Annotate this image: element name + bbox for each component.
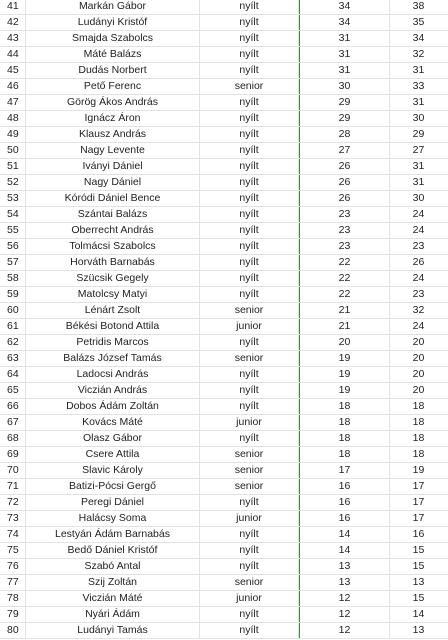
- category-cell[interactable]: nyílt: [200, 0, 299, 14]
- category-cell[interactable]: nyílt: [200, 383, 299, 398]
- score2-cell[interactable]: 23: [412, 240, 425, 252]
- score1-cell[interactable]: 28: [299, 127, 390, 142]
- table-row: [0, 479, 448, 495]
- name-cell[interactable]: Klausz András: [26, 127, 200, 142]
- category-cell[interactable]: nyílt: [200, 159, 299, 174]
- score2-cell[interactable]: 35: [412, 16, 425, 28]
- score2-cell[interactable]: 18: [412, 432, 425, 444]
- category-cell[interactable]: nyílt: [200, 255, 299, 270]
- score2-cell[interactable]: 15: [412, 560, 425, 572]
- score2-cell[interactable]: 18: [412, 416, 425, 428]
- rank-cell[interactable]: 79: [0, 607, 26, 622]
- table-row: [0, 623, 448, 639]
- table-row: [0, 143, 448, 159]
- rank-cell[interactable]: 43: [0, 31, 26, 46]
- rank-cell[interactable]: 73: [0, 511, 26, 526]
- category-cell[interactable]: nyílt: [200, 191, 299, 206]
- score1-cell[interactable]: 31: [299, 31, 390, 46]
- name-cell[interactable]: Kóródi Dániel Bence: [26, 191, 200, 206]
- category-cell[interactable]: nyílt: [200, 143, 299, 158]
- name-cell[interactable]: Bedő Dániel Kristóf: [26, 543, 200, 558]
- name-cell[interactable]: Ludányi Tamás: [26, 623, 200, 638]
- rank-cell[interactable]: 52: [0, 175, 26, 190]
- rank-cell[interactable]: 53: [0, 191, 26, 206]
- rank-cell[interactable]: 70: [0, 463, 26, 478]
- name-cell[interactable]: Balázs József Tamás: [26, 351, 200, 366]
- rank-cell[interactable]: 59: [0, 287, 26, 302]
- score2-cell[interactable]: 13: [412, 576, 425, 588]
- score2-cell[interactable]: 24: [412, 224, 425, 236]
- score1-cell[interactable]: 22: [299, 255, 390, 270]
- score2-cell[interactable]: 14: [412, 608, 425, 620]
- name-cell[interactable]: Dobos Ádám Zoltán: [26, 399, 200, 414]
- name-cell[interactable]: Viczián András: [26, 383, 200, 398]
- category-cell[interactable]: nyílt: [200, 367, 299, 382]
- table-row: [0, 383, 448, 399]
- name-cell[interactable]: Smajda Szabolcs: [26, 31, 200, 46]
- rank-cell[interactable]: 71: [0, 479, 26, 494]
- table-row: [0, 527, 448, 543]
- table-row: [0, 495, 448, 511]
- score2-cell[interactable]: 17: [412, 496, 425, 508]
- score2-cell[interactable]: 24: [412, 272, 425, 284]
- score2-cell[interactable]: 30: [412, 112, 425, 124]
- name-cell[interactable]: Slavic Károly: [26, 463, 200, 478]
- table-row: [0, 447, 448, 463]
- category-cell[interactable]: junior: [200, 511, 299, 526]
- table-row: [0, 431, 448, 447]
- rank-cell[interactable]: 45: [0, 63, 26, 78]
- score1-cell[interactable]: 16: [299, 479, 390, 494]
- rank-cell[interactable]: 42: [0, 15, 26, 30]
- rank-cell[interactable]: 76: [0, 559, 26, 574]
- category-cell[interactable]: senior: [200, 575, 299, 590]
- rank-cell[interactable]: 62: [0, 335, 26, 350]
- score1-cell[interactable]: 22: [299, 287, 390, 302]
- score2-cell[interactable]: 29: [412, 128, 425, 140]
- score1-cell[interactable]: 14: [299, 543, 390, 558]
- category-cell[interactable]: junior: [200, 591, 299, 606]
- score2-cell[interactable]: 23: [412, 288, 425, 300]
- table-row: [0, 367, 448, 383]
- score2-cell[interactable]: 20: [412, 368, 425, 380]
- name-cell[interactable]: Iványi Dániel: [26, 159, 200, 174]
- category-cell[interactable]: nyílt: [200, 31, 299, 46]
- name-cell[interactable]: Batizi-Pócsi Gergő: [26, 479, 200, 494]
- category-cell[interactable]: nyílt: [200, 271, 299, 286]
- score1-cell[interactable]: 34: [299, 0, 390, 14]
- category-cell[interactable]: nyílt: [200, 175, 299, 190]
- name-cell[interactable]: Halácsy Soma: [26, 511, 200, 526]
- category-cell[interactable]: nyílt: [200, 127, 299, 142]
- score1-cell[interactable]: 29: [299, 111, 390, 126]
- score1-cell[interactable]: 26: [299, 191, 390, 206]
- score1-cell[interactable]: 19: [299, 367, 390, 382]
- name-cell[interactable]: Nagy Levente: [26, 143, 200, 158]
- category-cell[interactable]: nyílt: [200, 399, 299, 414]
- table-row: [0, 303, 448, 319]
- rank-cell[interactable]: 51: [0, 159, 26, 174]
- table-row: [0, 0, 448, 15]
- name-cell[interactable]: Markán Gábor: [26, 0, 200, 14]
- score1-cell[interactable]: 23: [299, 223, 390, 238]
- rank-cell[interactable]: 55: [0, 223, 26, 238]
- table-row: [0, 223, 448, 239]
- rank-cell[interactable]: 54: [0, 207, 26, 222]
- name-cell[interactable]: Tolmácsi Szabolcs: [26, 239, 200, 254]
- table-row: [0, 559, 448, 575]
- table-row: [0, 319, 448, 335]
- table-row: [0, 607, 448, 623]
- score1-cell[interactable]: 22: [299, 271, 390, 286]
- score1-cell[interactable]: 17: [299, 463, 390, 478]
- category-cell[interactable]: nyílt: [200, 63, 299, 78]
- name-cell[interactable]: Szántai Balázs: [26, 207, 200, 222]
- table-row: [0, 463, 448, 479]
- name-cell[interactable]: Oberrecht András: [26, 223, 200, 238]
- score2-cell[interactable]: 18: [412, 448, 425, 460]
- table-row: [0, 351, 448, 367]
- table-row: [0, 207, 448, 223]
- score1-cell[interactable]: 20: [299, 335, 390, 350]
- score1-cell[interactable]: 30: [299, 79, 390, 94]
- score1-cell[interactable]: 31: [299, 47, 390, 62]
- score1-cell[interactable]: 23: [299, 207, 390, 222]
- category-cell[interactable]: nyílt: [200, 95, 299, 110]
- score2-cell[interactable]: 18: [412, 400, 425, 412]
- category-cell[interactable]: nyílt: [200, 47, 299, 62]
- score2-cell[interactable]: 17: [412, 480, 425, 492]
- name-cell[interactable]: Nagy Dániel: [26, 175, 200, 190]
- score1-cell[interactable]: 18: [299, 415, 390, 430]
- rank-cell[interactable]: 78: [0, 591, 26, 606]
- category-cell[interactable]: senior: [200, 447, 299, 462]
- name-cell[interactable]: Ladocsi András: [26, 367, 200, 382]
- rank-cell[interactable]: 57: [0, 255, 26, 270]
- score2-cell[interactable]: 13: [412, 624, 425, 636]
- name-cell[interactable]: Ignácz Áron: [26, 111, 200, 126]
- rank-cell[interactable]: 72: [0, 495, 26, 510]
- rank-cell[interactable]: 60: [0, 303, 26, 318]
- table-row: [0, 239, 448, 255]
- name-cell[interactable]: Szücsik Gegely: [26, 271, 200, 286]
- category-cell[interactable]: nyílt: [200, 623, 299, 638]
- category-cell[interactable]: nyílt: [200, 15, 299, 30]
- name-cell[interactable]: Szij Zoltán: [26, 575, 200, 590]
- score1-cell[interactable]: 21: [299, 319, 390, 334]
- rank-cell[interactable]: 48: [0, 111, 26, 126]
- name-cell[interactable]: Petridis Marcos: [26, 335, 200, 350]
- score1-cell[interactable]: 16: [299, 511, 390, 526]
- score2-cell[interactable]: 34: [412, 32, 425, 44]
- name-cell[interactable]: Horváth Barnabás: [26, 255, 200, 270]
- rank-cell[interactable]: 61: [0, 319, 26, 334]
- table-row: [0, 399, 448, 415]
- category-cell[interactable]: nyílt: [200, 527, 299, 542]
- score1-cell[interactable]: 29: [299, 95, 390, 110]
- rank-cell[interactable]: 46: [0, 79, 26, 94]
- category-cell[interactable]: nyílt: [200, 111, 299, 126]
- rank-cell[interactable]: 49: [0, 127, 26, 142]
- score1-cell[interactable]: 14: [299, 527, 390, 542]
- score2-cell[interactable]: 26: [412, 256, 425, 268]
- table-row: [0, 191, 448, 207]
- name-cell[interactable]: Kovács Máté: [26, 415, 200, 430]
- rank-cell[interactable]: 41: [0, 0, 26, 14]
- score1-cell[interactable]: 27: [299, 143, 390, 158]
- score2-cell[interactable]: 24: [412, 320, 425, 332]
- rank-cell[interactable]: 68: [0, 431, 26, 446]
- table-row: [0, 271, 448, 287]
- table-row: [0, 159, 448, 175]
- score2-cell[interactable]: 16: [412, 528, 425, 540]
- table-row: [0, 15, 448, 31]
- rank-cell[interactable]: 44: [0, 47, 26, 62]
- category-cell[interactable]: junior: [200, 415, 299, 430]
- category-cell[interactable]: senior: [200, 303, 299, 318]
- rank-cell[interactable]: 56: [0, 239, 26, 254]
- score1-cell[interactable]: 13: [299, 559, 390, 574]
- name-cell[interactable]: Szabó Antal: [26, 559, 200, 574]
- name-cell[interactable]: Nyári Ádám: [26, 607, 200, 622]
- score1-cell[interactable]: 19: [299, 383, 390, 398]
- category-cell[interactable]: senior: [200, 351, 299, 366]
- rank-cell[interactable]: 77: [0, 575, 26, 590]
- table-row: [0, 95, 448, 111]
- name-cell[interactable]: Olasz Gábor: [26, 431, 200, 446]
- score2-cell[interactable]: 30: [412, 192, 425, 204]
- score2-cell[interactable]: 32: [412, 304, 425, 316]
- score2-cell[interactable]: 19: [412, 464, 425, 476]
- name-cell[interactable]: Viczián Máté: [26, 591, 200, 606]
- score2-cell[interactable]: 31: [412, 96, 425, 108]
- score1-cell[interactable]: 31: [299, 63, 390, 78]
- score2-cell[interactable]: 31: [412, 64, 425, 76]
- category-cell[interactable]: nyílt: [200, 207, 299, 222]
- category-cell[interactable]: nyílt: [200, 495, 299, 510]
- name-cell[interactable]: Dudás Norbert: [26, 63, 200, 78]
- rank-cell[interactable]: 80: [0, 623, 26, 638]
- table-row: [0, 47, 448, 63]
- category-cell[interactable]: nyílt: [200, 607, 299, 622]
- score2-cell[interactable]: 31: [412, 176, 425, 188]
- name-cell[interactable]: Matolcsy Matyi: [26, 287, 200, 302]
- table-row: [0, 255, 448, 271]
- name-cell[interactable]: Máté Balázs: [26, 47, 200, 62]
- table-row: [0, 335, 448, 351]
- category-cell[interactable]: nyílt: [200, 543, 299, 558]
- rank-cell[interactable]: 47: [0, 95, 26, 110]
- rank-cell[interactable]: 58: [0, 271, 26, 286]
- table-row: [0, 543, 448, 559]
- rank-cell[interactable]: 66: [0, 399, 26, 414]
- score1-cell[interactable]: 26: [299, 159, 390, 174]
- table-row: [0, 575, 448, 591]
- table-row: [0, 511, 448, 527]
- table-row: [0, 127, 448, 143]
- table-row: [0, 111, 448, 127]
- name-cell[interactable]: Lénárt Zsolt: [26, 303, 200, 318]
- score2-cell[interactable]: 27: [412, 144, 425, 156]
- score1-cell[interactable]: 34: [299, 15, 390, 30]
- category-cell[interactable]: nyílt: [200, 223, 299, 238]
- score2-cell[interactable]: 32: [412, 48, 425, 60]
- rank-cell[interactable]: 69: [0, 447, 26, 462]
- score2-cell[interactable]: 38: [412, 0, 425, 12]
- table-row: [0, 31, 448, 47]
- score1-cell[interactable]: 18: [299, 399, 390, 414]
- category-cell[interactable]: senior: [200, 79, 299, 94]
- score1-cell[interactable]: 12: [299, 591, 390, 606]
- name-cell[interactable]: Ludányi Kristóf: [26, 15, 200, 30]
- score2-cell[interactable]: 20: [412, 352, 425, 364]
- table-row: [0, 63, 448, 79]
- category-cell[interactable]: nyílt: [200, 335, 299, 350]
- name-cell[interactable]: Görög Ákos András: [26, 95, 200, 110]
- rank-cell[interactable]: 63: [0, 351, 26, 366]
- score1-cell[interactable]: 18: [299, 447, 390, 462]
- name-cell[interactable]: Csere Attila: [26, 447, 200, 462]
- table-row: [0, 287, 448, 303]
- table-row: [0, 175, 448, 191]
- score2-cell[interactable]: 31: [412, 160, 425, 172]
- score1-cell[interactable]: 21: [299, 303, 390, 318]
- category-cell[interactable]: nyílt: [200, 287, 299, 302]
- name-cell[interactable]: Peregi Dániel: [26, 495, 200, 510]
- name-cell[interactable]: Pető Ferenc: [26, 79, 200, 94]
- rank-cell[interactable]: 65: [0, 383, 26, 398]
- rank-cell[interactable]: 75: [0, 543, 26, 558]
- score1-cell[interactable]: 26: [299, 175, 390, 190]
- table-row: [0, 415, 448, 431]
- score2-cell[interactable]: 15: [412, 592, 425, 604]
- name-cell[interactable]: Békési Botond Attila: [26, 319, 200, 334]
- score1-cell[interactable]: 19: [299, 351, 390, 366]
- category-cell[interactable]: senior: [200, 479, 299, 494]
- score2-cell[interactable]: 20: [412, 336, 425, 348]
- table-row: [0, 591, 448, 607]
- score2-cell[interactable]: 20: [412, 384, 425, 396]
- score1-cell[interactable]: 12: [299, 623, 390, 638]
- category-cell[interactable]: nyílt: [200, 431, 299, 446]
- rank-cell[interactable]: 67: [0, 415, 26, 430]
- rank-cell[interactable]: 50: [0, 143, 26, 158]
- category-cell[interactable]: junior: [200, 319, 299, 334]
- score2-cell[interactable]: 24: [412, 208, 425, 220]
- score2-cell[interactable]: 33: [412, 80, 425, 92]
- score2-cell[interactable]: 17: [412, 512, 425, 524]
- score1-cell[interactable]: 18: [299, 431, 390, 446]
- rank-cell[interactable]: 64: [0, 367, 26, 382]
- score1-cell[interactable]: 12: [299, 607, 390, 622]
- score1-cell[interactable]: 16: [299, 495, 390, 510]
- table-row: [0, 79, 448, 95]
- score2-cell[interactable]: 15: [412, 544, 425, 556]
- rank-cell[interactable]: 74: [0, 527, 26, 542]
- name-cell[interactable]: Lestyán Ádám Barnabás: [26, 527, 200, 542]
- score1-cell[interactable]: 23: [299, 239, 390, 254]
- score1-cell[interactable]: 13: [299, 575, 390, 590]
- category-cell[interactable]: nyílt: [200, 559, 299, 574]
- category-cell[interactable]: senior: [200, 463, 299, 478]
- category-cell[interactable]: nyílt: [200, 239, 299, 254]
